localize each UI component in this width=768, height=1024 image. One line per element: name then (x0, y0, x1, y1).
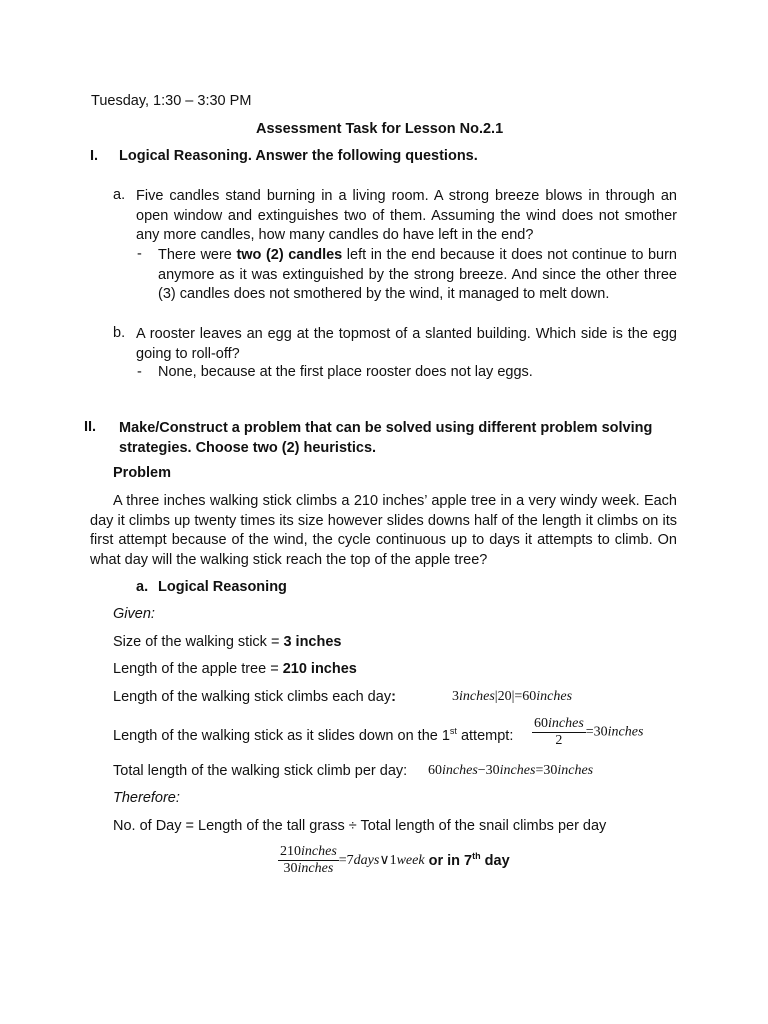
problem-text: A three inches walking stick climbs a 210 inches’ apple tree in a very windy week. Each day it climbs up twenty times its size however slides downs half of the length it climbs on its first attempt because of the wind, the cycle continuous up to days it attempts to climb. On what day will the walking stick reach the top of the apple tree? (90, 493, 677, 568)
question-text: A rooster leaves an egg at the topmost of a slanted building. Which side is the egg going to roll-off? (136, 326, 677, 362)
subsection-heading: Logical Reasoning (158, 579, 287, 595)
date-time: Tuesday, 1:30 – 3:30 PM (91, 93, 252, 109)
therefore-label: Therefore: (113, 790, 180, 806)
day-formula: No. of Day = Length of the tall grass ÷ Total length of the snail climbs per day (113, 818, 607, 834)
question-text: Five candles stand burning in a living room. A strong breeze blows in through an open window and extinguishes two of them. Assuming the wind does not smother any more candles, how many candles do have left in the end? (136, 188, 677, 244)
answer-text: There were two (2) candles left in the end because it does not continue to burn anymore as it was extinguished by the strong breeze. And since the other three (3) candles does not smothered by the wind, it managed to melt down. (158, 247, 677, 303)
total-label: Total length of the walking stick climb per day: (113, 763, 408, 779)
section-number: I. (90, 148, 99, 164)
answer-dash: - (137, 364, 142, 380)
given-label: Given: (113, 606, 155, 622)
slide-label: Length of the walking stick as it slides down on the 1st attempt: (113, 726, 514, 744)
section-heading: Logical Reasoning. Answer the following questions. (119, 148, 478, 164)
climb-label: Length of the walking stick climbs each day: (113, 689, 396, 705)
section-heading: Make/Construct a problem that can be solved using different problem solving strategies. Choose two (2) heuristics. (119, 420, 653, 456)
answer-highlight: two (2) candles (236, 247, 343, 263)
climb-equation: 3inches|20|=60inches (452, 689, 573, 704)
total-equation: 60inches−30inches=30inches (428, 763, 594, 778)
question-label: a. (113, 187, 126, 203)
given-tree-length: Length of the apple tree = 210 inches (113, 661, 357, 677)
section-number: II. (84, 419, 97, 435)
question-label: b. (113, 325, 126, 341)
final-answer: $\frac{\text{210inches}}{\text{30inches}}$ =7days∨1week or in 7th day (280, 844, 510, 876)
problem-label: Problem (113, 465, 172, 481)
subsection-label: a. (136, 579, 149, 595)
page-title: Assessment Task for Lesson No.2.1 (256, 121, 504, 137)
slide-equation: $\frac{\text{60inches}}{2}$ =30inches (534, 716, 644, 748)
answer-text: None, because at the first place rooster does not lay eggs. (158, 364, 533, 380)
answer-dash: - (137, 246, 142, 262)
given-size: Size of the walking stick = 3 inches (113, 634, 342, 650)
